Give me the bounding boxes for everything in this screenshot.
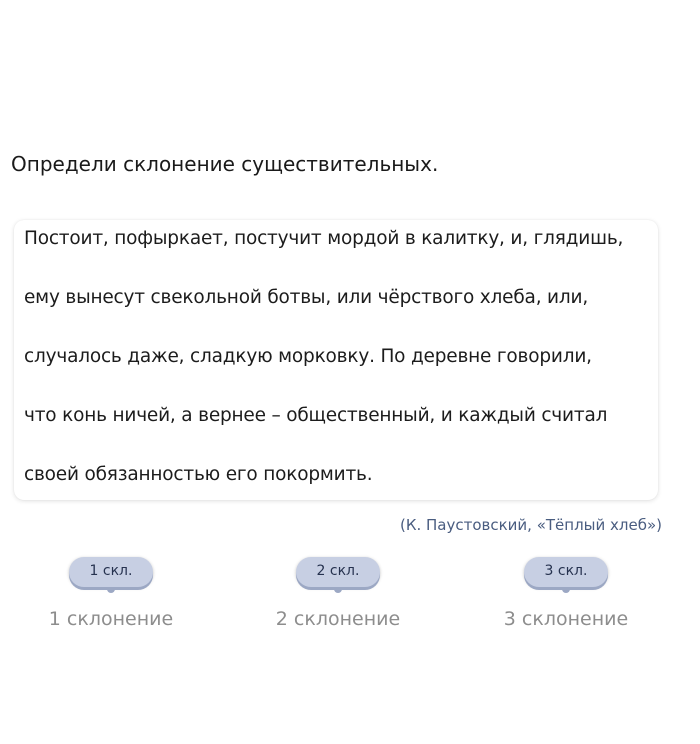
chip-declension-2[interactable] [296, 557, 380, 587]
text-line: ему вынесут свекольной ботвы, или чёрствого хлеба, или, [24, 287, 589, 308]
chip-label: 2 скл. [316, 563, 360, 579]
text-line: Постоит, пофыркает, постучит мордой в калитку, и, глядишь, [24, 228, 624, 249]
task-title: Определи склонение существительных. [11, 152, 439, 176]
text-line: своей обязанностью его покормить. [24, 464, 373, 485]
chip-connector [562, 587, 570, 593]
drop-zone-declension-1[interactable] [11, 557, 211, 637]
drop-zone-declension-2[interactable] [238, 557, 438, 637]
text-line: случалось даже, сладкую морковку. По деревне говорили, [24, 346, 592, 367]
text-source: (К. Паустовский, «Тёплый хлеб») [399, 516, 662, 534]
chip-label: 1 скл. [89, 563, 133, 579]
category-label: 2 склонение [275, 608, 401, 630]
text-card [14, 220, 658, 500]
text-line: что конь ничей, а вернее – общественный, и каждый считал [24, 405, 608, 426]
category-label: 3 склонение [503, 608, 629, 630]
chip-connector [107, 587, 115, 593]
chip-label: 3 скл. [544, 563, 588, 579]
chip-declension-3[interactable] [524, 557, 608, 587]
chip-connector [334, 587, 342, 593]
chip-declension-1[interactable] [69, 557, 153, 587]
drop-zone-declension-3[interactable] [466, 557, 666, 637]
category-label: 1 склонение [48, 608, 174, 630]
